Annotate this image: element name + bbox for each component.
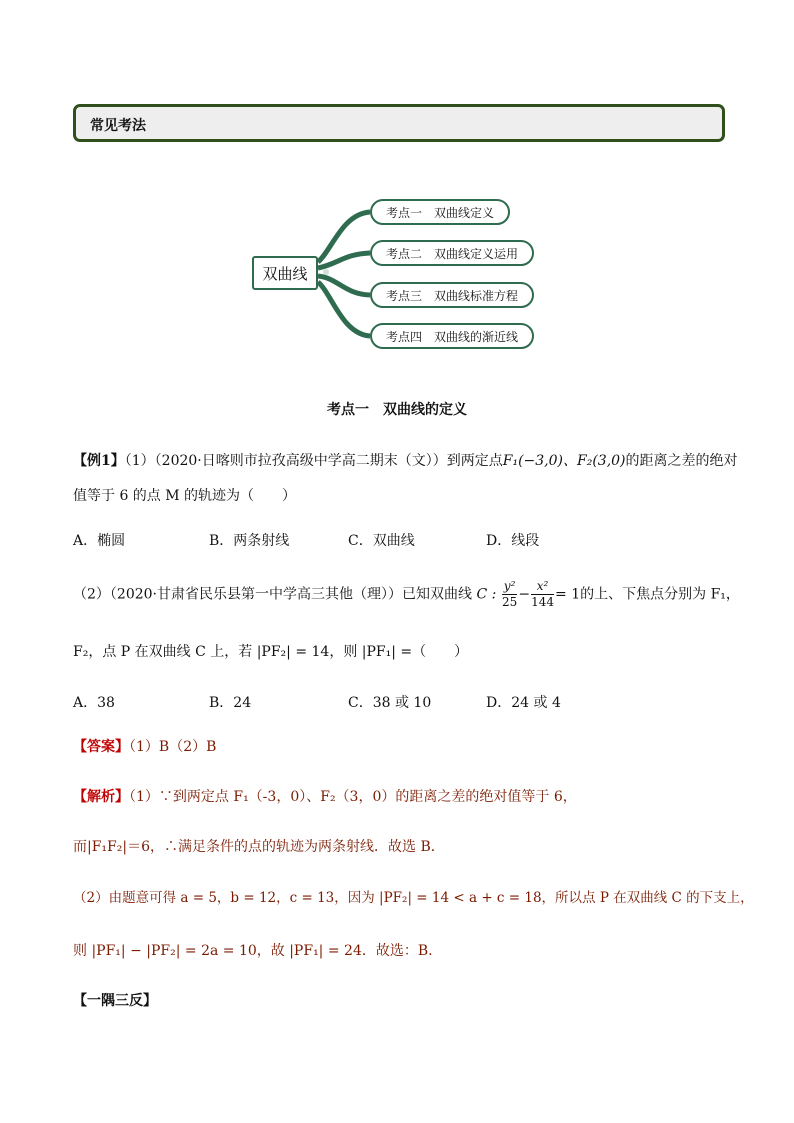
q1-points: F₁(−3,0)、F₂(3,0)	[502, 453, 626, 469]
example-1-question-2-line-1	[73, 579, 740, 610]
analysis-label: 【解析】	[73, 789, 129, 805]
analysis-line-2: 而|F₁F₂|＝6，∴满足条件的点的轨迹为两条射线．故选 B．	[73, 839, 445, 855]
answer-text: （1）B（2）B	[129, 739, 217, 755]
answer-line	[73, 736, 216, 756]
q1-option-c: C．双曲线	[348, 533, 415, 549]
connector-hub	[323, 269, 329, 275]
q2-option-b: B．24	[209, 695, 252, 711]
q1-post: 的距离之差的绝对	[625, 453, 738, 469]
section-header-box	[73, 104, 725, 142]
mind-map-node-2: 考点二 双曲线定义运用	[370, 240, 534, 266]
q2-option-c: C．38 或 10	[348, 695, 432, 711]
example-1-question-1-line-2: 值等于 6 的点 M 的轨迹为（ ）	[73, 488, 297, 504]
section-title: 考点一 双曲线的定义	[327, 402, 467, 418]
analysis-line-3: （2）由题意可得 a = 5，b = 12，c = 13，因为 |PF₂| = 14 < a + c = 18，所以点 P 在双曲线 C 的下支上，	[73, 890, 754, 906]
q2-frac2-num: x²	[531, 579, 554, 595]
q2-option-d: D．24 或 4	[486, 695, 561, 711]
mind-map-root: 双曲线	[252, 256, 318, 290]
example-1-question-1-line-1	[73, 450, 738, 470]
q2-fraction-2	[531, 579, 554, 610]
q2-option-a: A．38	[73, 695, 115, 711]
section-header-title: 常见考法	[90, 118, 146, 134]
practice-label: 【一隅三反】	[73, 993, 157, 1009]
q2-fraction-1	[502, 579, 518, 610]
analysis-line-4: 则 |PF₁| − |PF₂| = 2a = 10，故 |PF₁| = 24．故选：B.	[73, 943, 433, 959]
mind-map-node-1: 考点一 双曲线定义	[370, 199, 510, 225]
q2-frac1-den: 25	[501, 595, 518, 609]
example-label: 【例1】	[73, 453, 125, 469]
q2-eq-lhs: C :	[476, 586, 497, 603]
q2-pre: （2）（2020·甘肃省民乐县第一中学高三其他（理））已知双曲线	[73, 586, 472, 603]
analysis-text-1: （1）∵到两定点 F₁（-3，0）、F₂（3，0）的距离之差的绝对值等于 6，	[129, 789, 577, 805]
q2-frac2-den: 144	[531, 595, 555, 609]
q1-pre: （1）（2020·日喀则市拉孜高级中学高二期末（文））到两定点	[124, 453, 503, 469]
mind-map-node-4: 考点四 双曲线的渐近线	[370, 323, 534, 349]
example-1-question-2-line-2: F₂，点 P 在双曲线 C 上，若 |PF₂| = 14，则 |PF₁| =（ ）	[73, 644, 469, 660]
analysis-line-1	[73, 786, 577, 806]
q1-option-d: D．线段	[486, 533, 540, 549]
q2-minus: −	[518, 586, 531, 603]
connector-4	[318, 282, 370, 336]
q1-option-a: A．椭圆	[73, 533, 126, 549]
q2-post: 的上、下焦点分别为 F₁，	[580, 586, 740, 603]
q2-frac1-num: y²	[503, 579, 516, 593]
q2-eq-rhs: = 1	[555, 586, 581, 603]
q1-option-b: B．两条射线	[209, 533, 290, 549]
mind-map-node-3: 考点三 双曲线标准方程	[370, 282, 534, 308]
answer-label: 【答案】	[73, 739, 129, 755]
